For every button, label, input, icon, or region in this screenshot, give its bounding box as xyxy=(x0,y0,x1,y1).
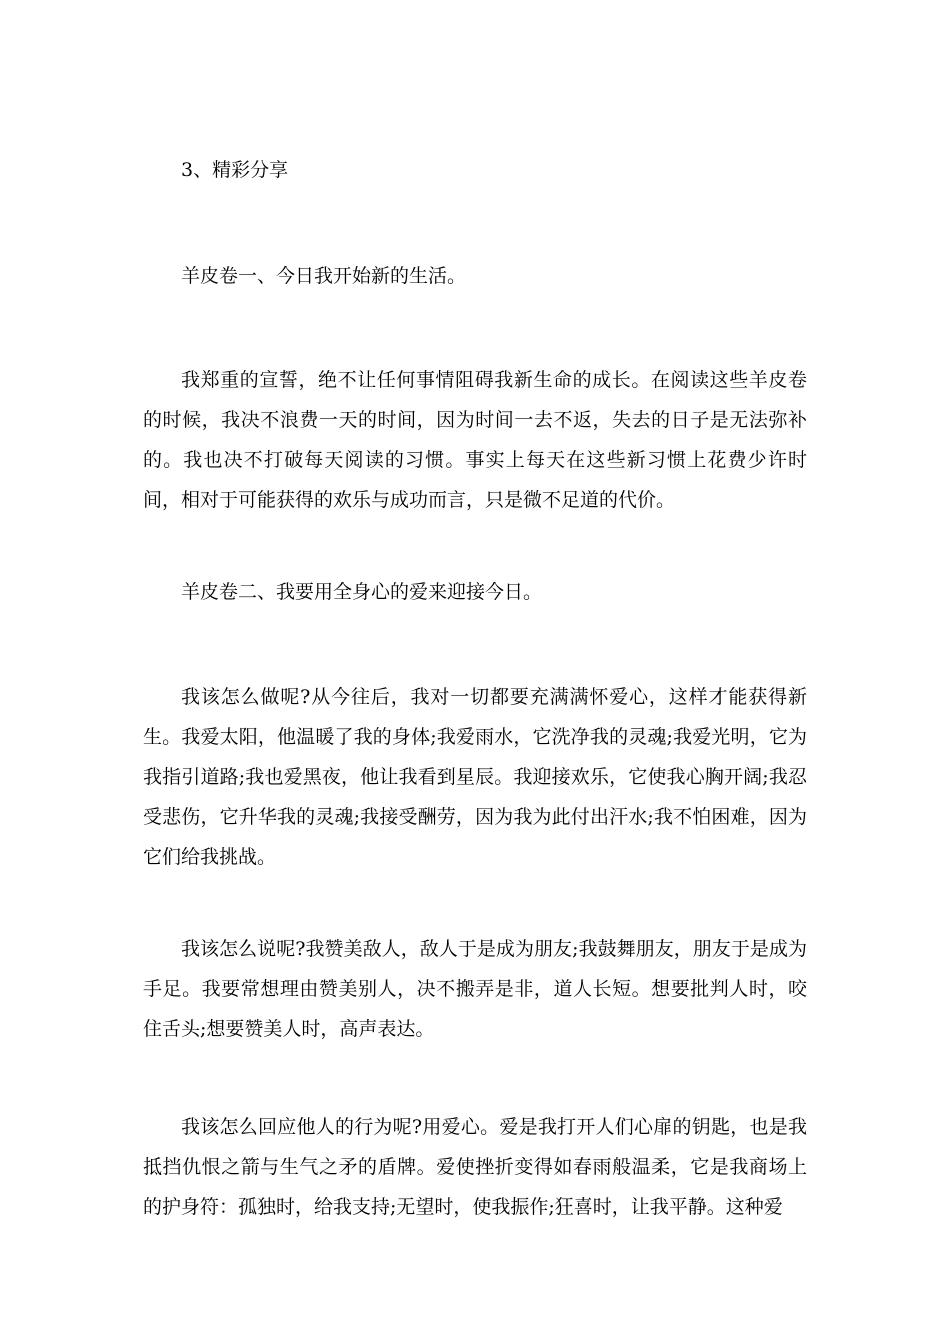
scroll-two-paragraph-2: 我该怎么说呢?我赞美敌人，敌人于是成为朋友;我鼓舞朋友，朋友于是成为手足。我要常想理由赞美别人，决不搬弄是非，道人长短。想要批判人时，咬住舌头;想要赞美人时，高声表达。 xyxy=(143,938,807,1040)
section-heading: 3、精彩分享 xyxy=(181,159,289,181)
scroll-two-title: 羊皮卷二、我要用全身心的爱来迎接今日。 xyxy=(181,581,543,603)
scroll-one-title: 羊皮卷一、今日我开始新的生活。 xyxy=(181,265,467,287)
scroll-two-paragraph-3: 我该怎么回应他人的行为呢?用爱心。爱是我打开人们心扉的钥匙，也是我抵挡仇恨之箭与生气之矛的盾牌。爱使挫折变得如春雨般温柔，它是我商场上的护身符：孤独时，给我支持;无望时，使我振作;狂喜时，让我平静。这种爱 xyxy=(143,1116,807,1218)
scroll-one-paragraph: 我郑重的宣誓，绝不让任何事情阻碍我新生命的成长。在阅读这些羊皮卷的时候，我决不浪费一天的时间，因为时间一去不返，失去的日子是无法弥补的。我也决不打破每天阅读的习惯。事实上每天在这些新习惯上花费少许时间，相对于可能获得的欢乐与成功而言，只是微不足道的代价。 xyxy=(143,369,807,511)
scroll-two-paragraph-1: 我该怎么做呢?从今往后，我对一切都要充满满怀爱心，这样才能获得新生。我爱太阳，他温暖了我的身体;我爱雨水，它洗净我的灵魂;我爱光明，它为我指引道路;我也爱黑夜，他让我看到星辰。我迎接欢乐，它使我心胸开阔;我忍受悲伤，它升华我的灵魂;我接受酬劳，因为我为此付出汗水;我不怕困难，因为它们给我挑战。 xyxy=(143,686,807,868)
